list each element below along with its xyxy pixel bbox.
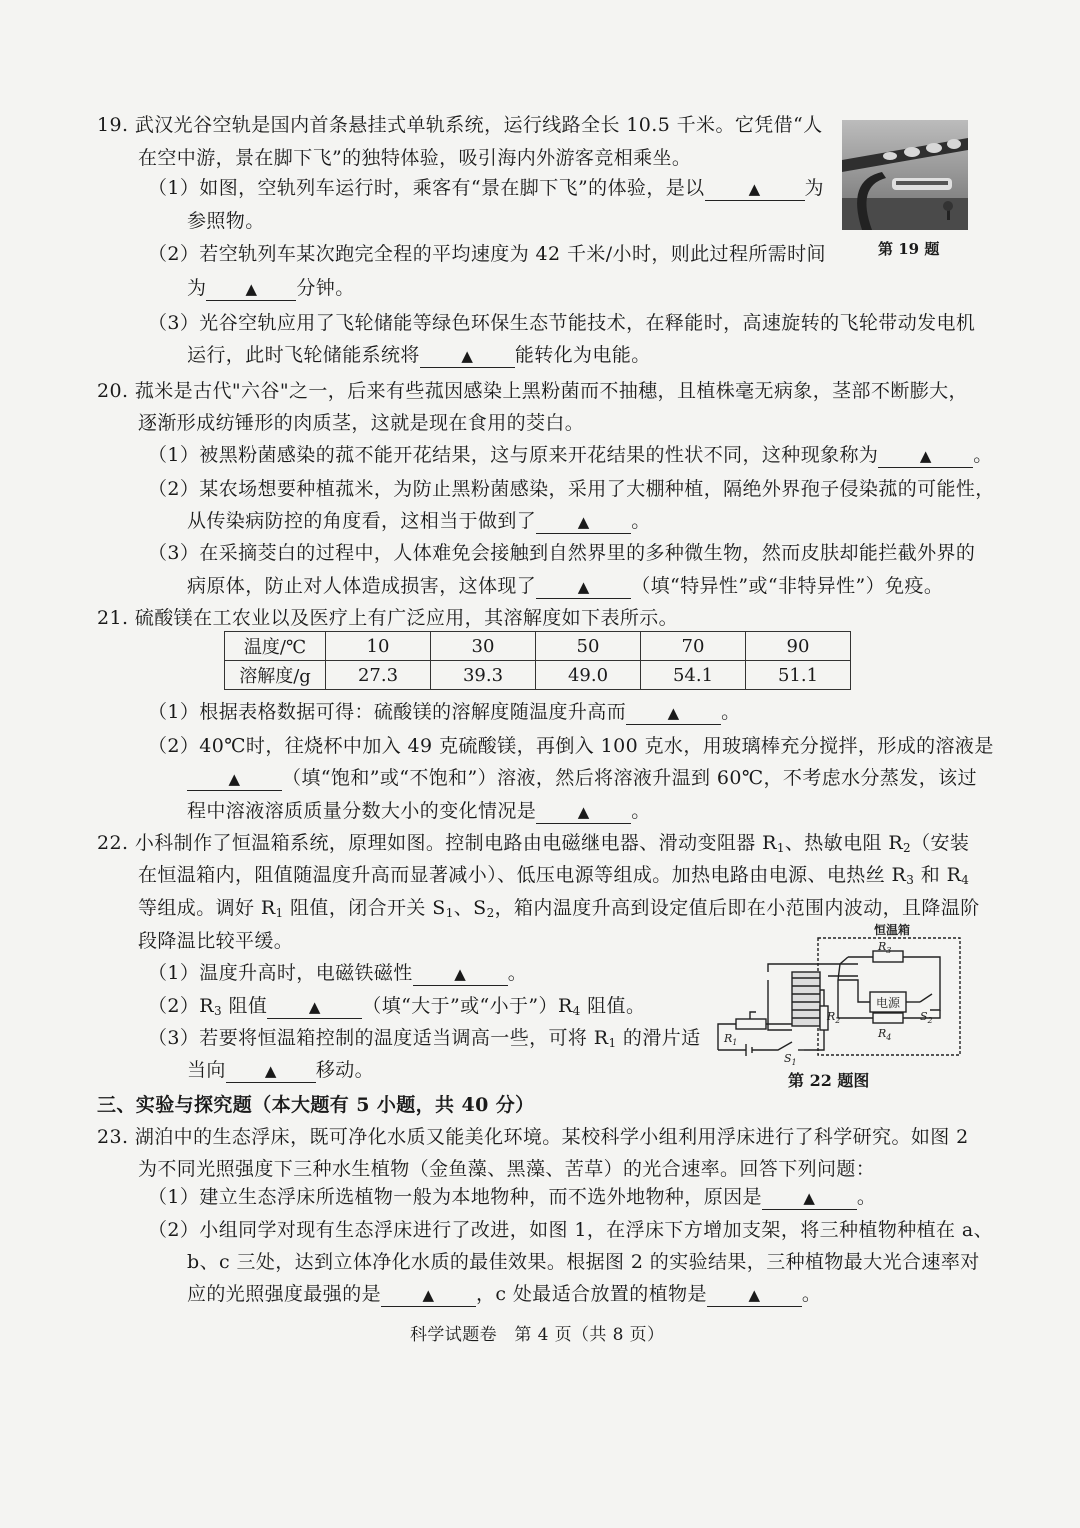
q22-line4: 段降温比较平缓。 bbox=[138, 930, 294, 952]
q19-part2: （2）若空轨列车某次跑完全程的平均速度为 42 千米/小时，则此过程所需时间 bbox=[148, 243, 826, 265]
answer-blank[interactable]: ▲ bbox=[187, 768, 282, 791]
q21-part2-cont: ▲ （填“饱和”或“不饱和”）溶液，然后将溶液升温到 60℃，不考虑水分蒸发，该过 bbox=[187, 765, 977, 791]
q21-number: 21. bbox=[97, 607, 129, 629]
q19-part3-cont: 运行，此时飞轮储能系统将 ▲ 能转化为电能。 bbox=[187, 344, 651, 366]
q23-part2: （2）小组同学对现有生态浮床进行了改进，如图 1，在浮床下方增加支架，将三种植物种植在 a、 bbox=[148, 1219, 993, 1241]
table-header-cell: 温度/℃ bbox=[225, 632, 326, 661]
q22-circuit-diagram bbox=[708, 920, 970, 1070]
q19-part3: （3）光谷空轨应用了飞轮储能等绿色环保生态节能技术，在释能时，高速旋转的飞轮带动发电机 bbox=[148, 312, 976, 334]
diagram-label-r2: $R_2$ bbox=[827, 1010, 841, 1025]
table-cell: 51.1 bbox=[746, 661, 851, 690]
q23-part2-cont: b、c 三处，达到立体净化水质的最佳效果。根据图 2 的实验结果，三种植物最大光合速率对 bbox=[187, 1251, 980, 1273]
q19-part1: （1）如图，空轨列车运行时，乘客有“景在脚下飞”的体验，是以 ▲ 为 bbox=[148, 177, 824, 199]
q23-number: 23. bbox=[97, 1126, 129, 1148]
answer-blank[interactable]: ▲ bbox=[705, 178, 805, 201]
q20-line2: 逐渐形成纺锤形的肉质茎，这就是现在食用的茭白。 bbox=[138, 412, 585, 434]
table-cell: 30 bbox=[431, 632, 536, 661]
q22-line2: 在恒温箱内，阻值随温度升高而显著减小）、低压电源等组成。加热电路由电源、电热丝 $R_3$ 和 $R_4$ bbox=[138, 864, 970, 887]
q20-line1: 20. 菰米是古代"六谷"之一，后来有些菰因感染上黑粉菌而不抽穗，且植株毫无病象，茎部不断膨大， bbox=[97, 380, 968, 402]
table-row bbox=[225, 661, 851, 690]
answer-blank[interactable]: ▲ bbox=[413, 963, 508, 986]
diagram-label-s1: $S_1$ bbox=[784, 1052, 797, 1067]
diagram-label-s2: $S_2$ bbox=[920, 1010, 933, 1025]
table-cell: 90 bbox=[746, 632, 851, 661]
q19-part1-cont: 参照物。 bbox=[187, 210, 265, 232]
q19-monorail-photo bbox=[842, 120, 968, 230]
answer-blank[interactable]: ▲ bbox=[536, 511, 631, 534]
answer-blank[interactable]: ▲ bbox=[878, 445, 973, 468]
q23-line2: 为不同光照强度下三种水生植物（金鱼藻、黑藻、苦草）的光合速率。回答下列问题： bbox=[138, 1158, 876, 1180]
q20-part2-cont: 从传染病防控的角度看，这相当于做到了 ▲ 。 bbox=[187, 510, 651, 532]
q22-part3: （3）若要将恒温箱控制的温度适当调高一些，可将 $R_1$ 的滑片适 bbox=[148, 1027, 701, 1050]
answer-blank[interactable]: ▲ bbox=[267, 996, 362, 1019]
q22-number: 22. bbox=[97, 832, 129, 854]
q19-line2: 在空中游，景在脚下飞”的独特体验，吸引海内外游客竞相乘坐。 bbox=[138, 147, 692, 169]
diagram-label-r1: $R_1$ bbox=[724, 1032, 738, 1047]
q21-part2: （2）40℃时，往烧杯中加入 49 克硫酸镁，再倒入 100 克水，用玻璃棒充分搅拌，形成的溶液是 bbox=[148, 735, 994, 757]
answer-blank[interactable]: ▲ bbox=[226, 1060, 316, 1083]
answer-blank[interactable]: ▲ bbox=[381, 1284, 476, 1307]
answer-blank[interactable]: ▲ bbox=[536, 576, 631, 599]
q22-part3-cont: 当向 ▲ 移动。 bbox=[187, 1059, 375, 1081]
diagram-label-box: 恒温箱 bbox=[874, 923, 911, 937]
q20-part2: （2）某农场想要种植菰米，为防止黑粉菌感染，采用了大棚种植，隔绝外界孢子侵染菰的可能性， bbox=[148, 478, 995, 500]
q23-part2-cont2: 应的光照强度最强的是 ▲ ，c 处最适合放置的植物是 ▲ 。 bbox=[187, 1283, 822, 1305]
answer-blank[interactable]: ▲ bbox=[420, 345, 515, 368]
answer-blank[interactable]: ▲ bbox=[626, 702, 721, 725]
q22-line1: 22. 小科制作了恒温箱系统，原理如图。控制电路由电磁继电器、滑动变阻器 $R_1$、热敏电阻 $R_2$（安装 bbox=[97, 832, 970, 855]
table-cell: 54.1 bbox=[641, 661, 746, 690]
table-header-cell: 溶解度/g bbox=[225, 661, 326, 690]
answer-blank[interactable]: ▲ bbox=[762, 1187, 857, 1210]
answer-blank[interactable]: ▲ bbox=[536, 801, 631, 824]
q21-part1: （1）根据表格数据可得：硫酸镁的溶解度随温度升高而 ▲ 。 bbox=[148, 701, 741, 723]
table-cell: 50 bbox=[536, 632, 641, 661]
q21-part2-cont2: 程中溶液溶质质量分数大小的变化情况是 ▲ 。 bbox=[187, 800, 651, 822]
q19-part2-cont: 为 ▲ 分钟。 bbox=[187, 277, 355, 299]
q22-part2: $(2)R_3$ 阻值 ▲ （填“大于”或“小于$”)R_4$ 阻值。 bbox=[148, 995, 646, 1018]
solubility-table bbox=[224, 631, 851, 690]
q20-part1: （1）被黑粉菌感染的菰不能开花结果，这与原来开花结果的性状不同，这种现象称为 ▲ 。 bbox=[148, 444, 993, 466]
q20-number: 20. bbox=[97, 380, 129, 402]
answer-blank[interactable]: ▲ bbox=[707, 1284, 802, 1307]
page-footer: 科学试题卷 第 4 页（共 8 页） bbox=[410, 1325, 665, 1345]
q22-part1: （1）温度升高时，电磁铁磁性 ▲ 。 bbox=[148, 962, 528, 984]
diagram-label-r4: $R_4$ bbox=[878, 1027, 892, 1042]
diagram-label-r3: $R_3$ bbox=[878, 940, 892, 955]
q22-caption: 第 22 题图 bbox=[788, 1071, 870, 1090]
diagram-label-power: 电源 bbox=[876, 996, 901, 1010]
table-cell: 70 bbox=[641, 632, 746, 661]
answer-blank[interactable]: ▲ bbox=[206, 278, 296, 301]
section3-heading: 三、实验与探究题（本大题有 5 小题，共 40 分） bbox=[97, 1094, 535, 1116]
q19-caption: 第 19 题 bbox=[878, 240, 940, 258]
q19-line1: 19. 武汉光谷空轨是国内首条悬挂式单轨系统，运行线路全长 10.5 千米。它凭借“人 bbox=[97, 114, 823, 136]
q20-part3: （3）在采摘茭白的过程中，人体难免会接触到自然界里的多种微生物，然而皮肤却能拦截外界的 bbox=[148, 542, 976, 564]
table-row bbox=[225, 632, 851, 661]
q19-number: 19. bbox=[97, 114, 129, 136]
table-cell: 39.3 bbox=[431, 661, 536, 690]
table-cell: 27.3 bbox=[326, 661, 431, 690]
q23-line1: 23. 湖泊中的生态浮床，既可净化水质又能美化环境。某校科学小组利用浮床进行了科学研究。如图 2 bbox=[97, 1126, 969, 1148]
q20-part3-cont: 病原体，防止对人体造成损害，这体现了 ▲ （填“特异性”或“非特异性”）免疫。 bbox=[187, 575, 944, 597]
table-cell: 49.0 bbox=[536, 661, 641, 690]
q22-line3: 等组成。调好 $R_1$ 阻值，闭合开关 $S_1$、$S_2$，箱内温度升高到设定值后即在小范围内波动，且降温阶 bbox=[138, 897, 980, 920]
q21-line1: 21. 硫酸镁在工农业以及医疗上有广泛应用，其溶解度如下表所示。 bbox=[97, 607, 679, 629]
table-cell: 10 bbox=[326, 632, 431, 661]
q23-part1: （1）建立生态浮床所选植物一般为本地物种，而不选外地物种，原因是 ▲ 。 bbox=[148, 1186, 877, 1208]
